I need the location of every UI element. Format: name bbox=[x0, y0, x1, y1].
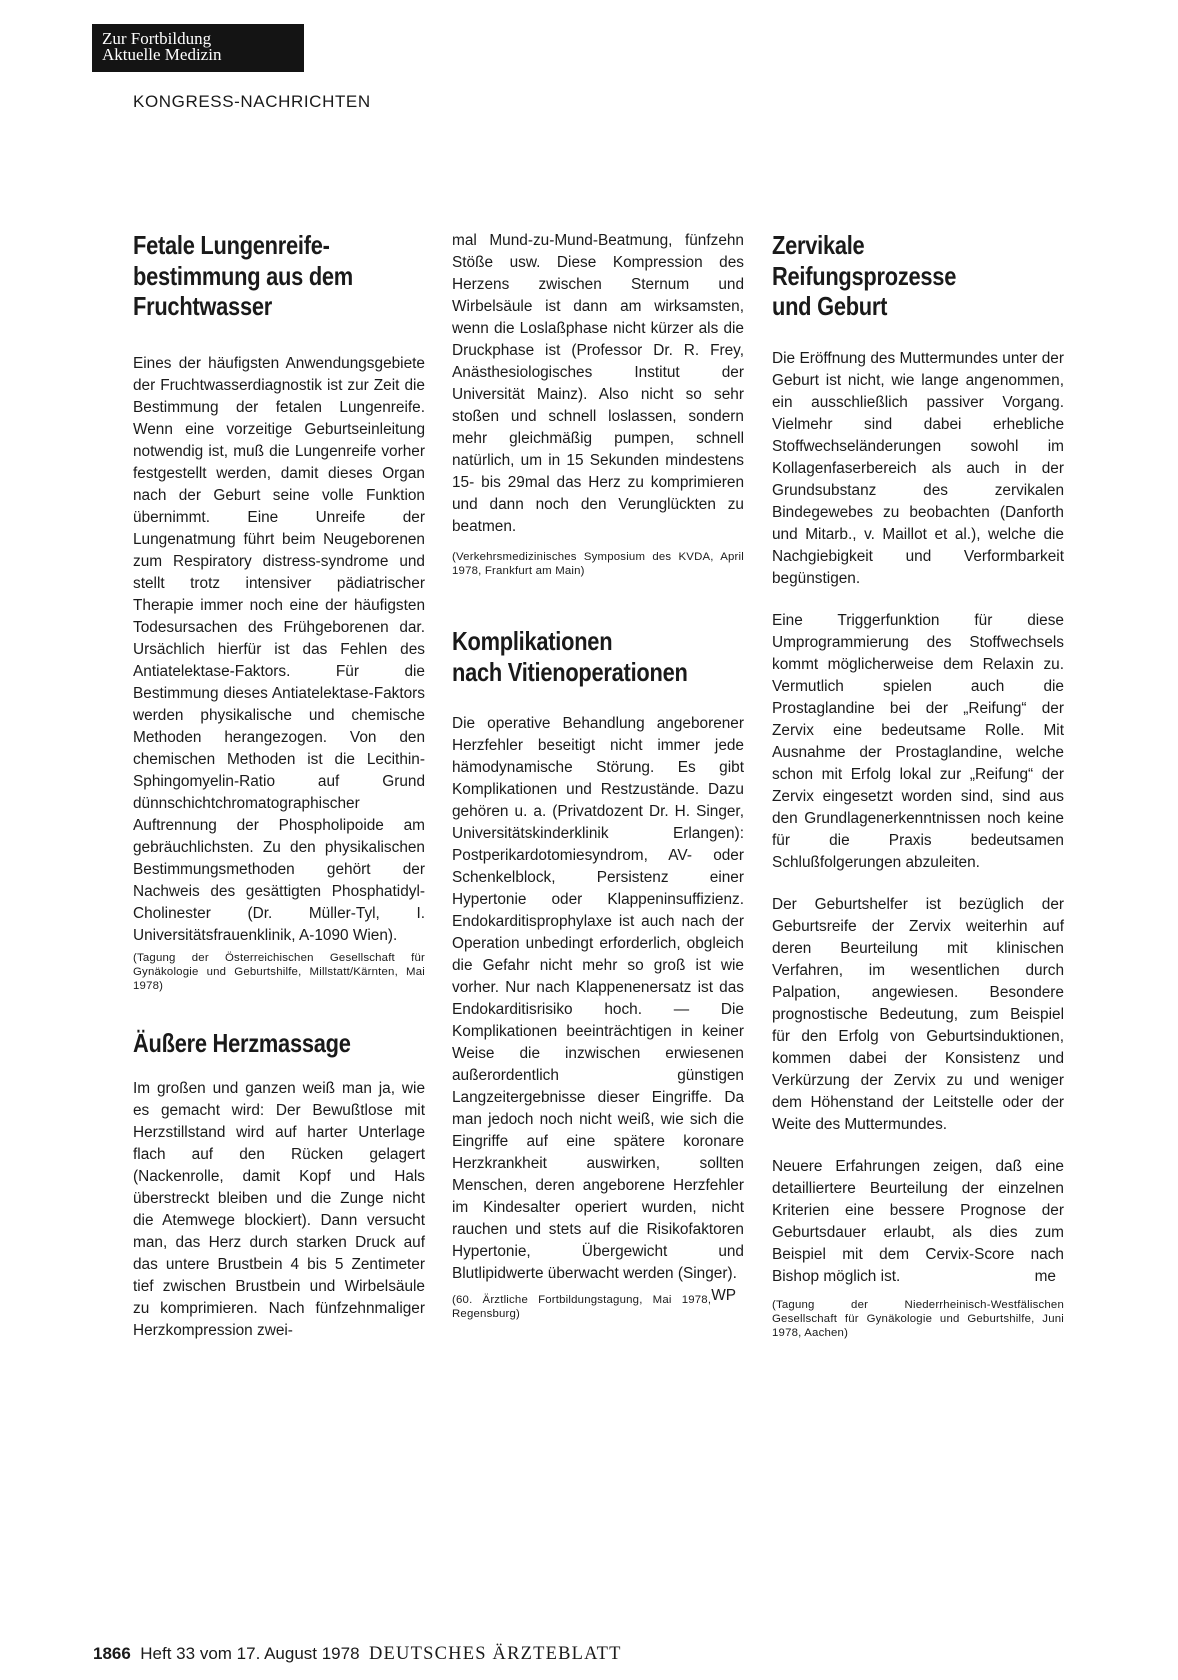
badge-line-1: Zur Fortbildung bbox=[102, 29, 212, 48]
title-line: Fetale Lungenreife- bbox=[133, 230, 330, 260]
section-label: KONGRESS-NACHRICHTEN bbox=[133, 92, 371, 111]
article-title-zervikale bbox=[772, 230, 1017, 322]
title-line: nach Vitienoperationen bbox=[452, 656, 688, 687]
title-line: und Geburt bbox=[772, 291, 888, 321]
source-note: (Tagung der Österreichischen Gesellschaft für Gynäkologie und Geburtshilfe, Millstatt/Kärnten, Mai 1978) bbox=[133, 951, 425, 992]
article-body: Eine Triggerfunktion für diese Umprogrammierung des Stoffwechsels kommt möglicherweise dem Relaxin zu. Vermutlich spielen auch die Prostaglandine bei der „Reifung“ der Zervix eine bedeutsame Rolle. Mit Ausnahme der Prostaglandine, welche schon mit Erfolg lokal zur „Reifung“ der Zervix eingesetzt worden sind, sind aus den Grundlagenerkenntnissen noch keine für die Praxis bedeutsamen Schlußfolgerungen abzuleiten. bbox=[772, 611, 1064, 871]
page-number: 1866 bbox=[93, 1644, 131, 1663]
article-body: Im großen und ganzen weiß man ja, wie es gemacht wird: Der Bewußtlose mit Herzstillstand wird auf harter Unterlage flach auf den Rücken gelagert (Nackenrolle, damit Kopf und Hals überstreckt bleiben und die Zunge nicht die Atemwege blockiert). Dann versucht man, das Herz durch starken Druck auf das untere Brustbein 4 bis 5 Zentimeter tief zwischen Brustbein und Wirbelsäule zu komprimieren. Nach fünfzehnmaliger Herzkompression zwei- bbox=[133, 1080, 425, 1339]
author-initials: me bbox=[1034, 1267, 1056, 1285]
issue-info: Heft 33 vom 17. August 1978 bbox=[140, 1644, 360, 1663]
article-body: Der Geburtshelfer ist bezüglich der Geburtsreife der Zervix weiterhin auf deren Beurteilung mit klinischen Verfahren, im wesentlichen durch Palpation, angewiesen. Besondere prognostische Bedeutung, zum Beispiel für den Erfolg von Geburtsinduktionen, kommen dabei der Konsistenz und Verkürzung der Zervix zu und weniger dem Höhenstand der Leitstelle oder der Weite des Muttermundes. bbox=[772, 895, 1064, 1133]
title-line: Komplikationen bbox=[452, 626, 613, 656]
article-text: Neuere Erfahrungen zeigen, daß eine detailliertere Beurteilung der einzelnen Kriterien eine bessere Prognose der Geburtsdauer erlaubt, als dies zum Beispiel mit dem Cervix-Score nach Bishop möglich ist. bbox=[772, 1157, 1064, 1285]
title-line: Zervikale bbox=[772, 230, 865, 260]
title-line: bestimmung aus dem bbox=[133, 260, 353, 291]
article-title-komplikationen bbox=[452, 626, 697, 687]
article-body bbox=[772, 1156, 1064, 1288]
badge-line-2: Aktuelle Medizin bbox=[102, 45, 222, 64]
article-body bbox=[452, 713, 744, 1304]
column-2 bbox=[452, 230, 744, 1321]
article-title-lungenreife bbox=[133, 230, 378, 322]
column-3 bbox=[772, 230, 1064, 1340]
journal-name: DEUTSCHES ÄRZTEBLATT bbox=[369, 1644, 622, 1664]
article-text: Die operative Behandlung angeborener Herzfehler beseitigt nicht immer jede hämodynamische Störung. Es gibt Komplikationen und Restzustände. Dazu gehören u. a. (Privatdozent Dr. H. Singer, Universitätskinderklinik Erlangen): Postperikardotomiesyndrom, AV- oder Schenkelblock, Persistenz einer Hypertonie oder Klappeninsuffizienz. Endokarditisprophylaxe ist auch nach der Operation unbedingt erforderlich, obgleich die Gefahr nicht mehr so groß ist wie vorher. Nur nach Klappenenersatz ist das Endokarditisrisiko hoch. — Die Komplikationen beeinträchtigen in keiner Weise die inzwischen erwiesenen außerordentlich günstigen Langzeitergebnisse dieser Eingriffe. Da man jedoch noch nicht weiß, wie sich die Eingriffe auf eine spätere koronare Herzkrankheit auswirken, sollten Menschen, deren angeborene Herzfehler im Kindesalter operiert wurden, nicht rauchen und stets auf die Risikofaktoren Hypertonie, Übergewicht und Blutlipidwerte überwacht werden (Singer). bbox=[452, 715, 744, 1282]
page-footer bbox=[93, 1644, 622, 1664]
article-body: Die Eröffnung des Muttermundes unter der Geburt ist nicht, wie lange angenommen, ein ausschließlich passiver Vorgang. Vielmehr sind dabei erhebliche Stoffwechseländerungen sowohl im Kollagenfaserbereich als auch in der Grundsubstanz des zervikalen Bindegewebes zu beobachten (Danforth und Mitarb., v. Maillot et al.), welche die Nachgiebigkeit und Verformbarkeit begünstigen. bbox=[772, 349, 1064, 587]
section-badge bbox=[92, 24, 304, 72]
article-body: Eines der häufigsten Anwendungsgebiete der Fruchtwasserdiagnostik ist zur Zeit die Bestimmung der fetalen Lungenreife. Wenn eine vorzeitige Geburtseinleitung notwendig ist, muß die Lungenreife vorher festgestellt werden, damit dieses Organ nach der Geburt seine volle Funktion übernimmt. Eine Unreife der Lungenatmung führt beim Neugeborenen zum Respiratory distress-syndrome und stellt trotz intensiver pädiatrischer Therapie immer noch eine der häufigsten Todesursachen des Frühgeborenen dar. Ursächlich hierfür ist das Fehlen des Antiatelektase-Faktors. Für die Bestimmung dieses Antiatelektase-Faktors werden physikalische und chemische Methoden herangezogen. Von den chemischen Methoden ist die Lecithin-Sphingomyelin-Ratio auf Grund dünnschichtchromatographischer Auftrennung der Phospholipoide am gebräuchlichsten. Zu den physikalischen Bestimmungsmethoden gehört der Nachweis des gesättigten Phosphatidyl-Cholinester (Dr. Müller-Tyl, I. Universitätsfrauenklinik, A-1090 Wien). bbox=[133, 354, 425, 944]
title-line: Fruchtwasser bbox=[133, 291, 272, 321]
source-note: (Tagung der Niederrheinisch-Westfälischen Gesellschaft für Gynäkologie und Geburtshilfe, Juni 1978, Aachen) bbox=[772, 1298, 1064, 1339]
source-note: (Verkehrsmedizinisches Symposium des KVDA, April 1978, Frankfurt am Main) bbox=[452, 551, 744, 577]
article-body-continued: mal Mund-zu-Mund-Beatmung, fünfzehn Stöße usw. Diese Kompression des Herzens zwischen Sternum und Wirbelsäule ist dann am wirksamsten, wenn die Loslaßphase nicht kürzer als die Druckphase ist (Professor Dr. R. Frey, Anästhesiologisches Institut der Universität Mainz). Also nicht so sehr stoßen und schnell loslassen, sondern mehr gleichmäßig pumpen, schnell natürlich, um in 15 Sekunden mindestens 15- bis 29mal das Herz zu komprimieren und dann noch den Verunglückten zu beatmen. bbox=[452, 232, 744, 535]
article-title-herzmassage bbox=[133, 1028, 378, 1059]
title-line: Äußere Herzmassage bbox=[133, 1027, 351, 1058]
source-note: (60. Ärztliche Fortbildungstagung, Mai 1978, Regensburg) bbox=[452, 1294, 712, 1320]
author-initials: WP bbox=[711, 1287, 736, 1304]
column-1 bbox=[133, 230, 425, 1342]
title-line: Reifungsprozesse bbox=[772, 260, 957, 291]
